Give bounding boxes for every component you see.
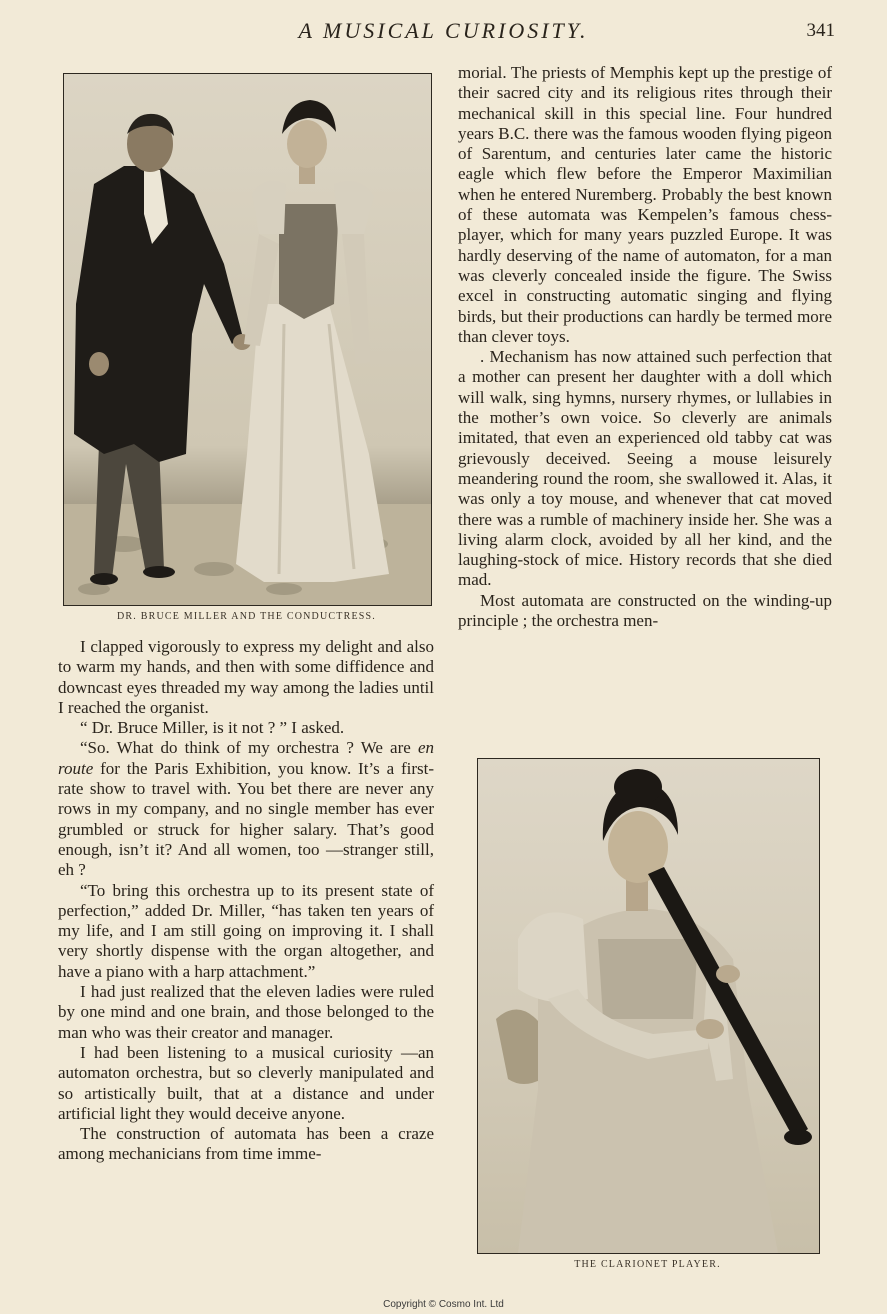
paragraph: The construction of automata has been a craze among mechanicians from time imme- (58, 1124, 434, 1164)
photo-miller-illustration (64, 74, 431, 605)
paragraph-rest: for the Paris Exhibition, you know. It’s a first-rate show to travel with. You bet there are never any rows in my company, and no single member has ever grumbled or struck for higher salary. That’s good enough, isn’t it? And all women, too —stranger still, eh ? (58, 758, 434, 880)
photo-caption: THE CLARIONET PLAYER. (574, 1259, 721, 1270)
photo-miller-and-conductress (63, 73, 432, 606)
paragraph: I had been listening to a musical curiosity —an automaton orchestra, but so cleverly manipulated and so artistically built, that at a distance and under artificial light they would deceive anyone. (58, 1042, 434, 1123)
paragraph: I clapped vigorously to express my delight and also to warm my hands, and then with some diffidence and downcast eyes threaded my way among the ladies until I reached the organist. (58, 637, 434, 717)
copyright-footer: Copyright © Cosmo Int. Ltd (383, 1299, 504, 1310)
photo-caption: DR. BRUCE MILLER AND THE CONDUCTRESS. (117, 611, 376, 622)
running-head: A MUSICAL CURIOSITY. (298, 18, 589, 43)
paragraph: . Mechanism has now attained such perfection that a mother can present her daughter with a doll which will walk, sing hymns, nursery rhymes, or lullabies in the mother’s own voice. So cleverly are animals imitated, that even an experienced old tabby cat was grievously deceived. Seeing a mouse leisurely meandering round the room, she swallowed it. Alas, it was only a toy mouse, and whenever that cat moved there was a rumble of machinery inside her. She was a living alarm clock, avoided by all her kind, and the laughing-stock of mice. History records that she died mad. (458, 347, 832, 590)
photo-clarionet-player (477, 758, 820, 1254)
paragraph: “ Dr. Bruce Miller, is it not ? ” I asked. (80, 718, 345, 738)
photo-clarionet-illustration (478, 759, 819, 1253)
paragraph-start: “So. What do think of my orchestra ? We are (80, 738, 411, 758)
page-number: 341 (806, 20, 835, 41)
paragraph: “To bring this orchestra up to its present state of perfection,” added Dr. Miller, “has taken ten years of my life, and I am still going on improving it. I shall very shortly dispense with the organ altogether, and have a piano with a harp attachment.” (58, 880, 434, 981)
paragraph: I had just realized that the eleven ladies were ruled by one mind and one brain, and those belonged to the man who was their creator and manager. (58, 982, 434, 1042)
article-column-right (458, 63, 832, 631)
italic-phrase: en route (58, 738, 435, 778)
paragraph: morial. The priests of Memphis kept up the prestige of their sacred city and its religious rites through their mechanical skill in this special line. Four hundred years B.C. there was the famous wooden flying pigeon of Sarentum, and centuries later came the historic eagle which flew before the Emperor Maximilian when he entered Nuremberg. Probably the best known of these automata was Kempelen’s famous chess-player, which for many years puzzled Europe. It was hardly deserving of the name of automaton, for a man was cleverly concealed inside the figure. The Swiss excel in constructing automatic singing and flying birds, but their productions can hardly be termed more than clever toys. (458, 63, 832, 346)
paragraph: Most automata are constructed on the winding-up principle ; the orchestra men- (458, 590, 832, 631)
article-column-left (58, 637, 434, 1165)
paragraph (58, 738, 434, 880)
